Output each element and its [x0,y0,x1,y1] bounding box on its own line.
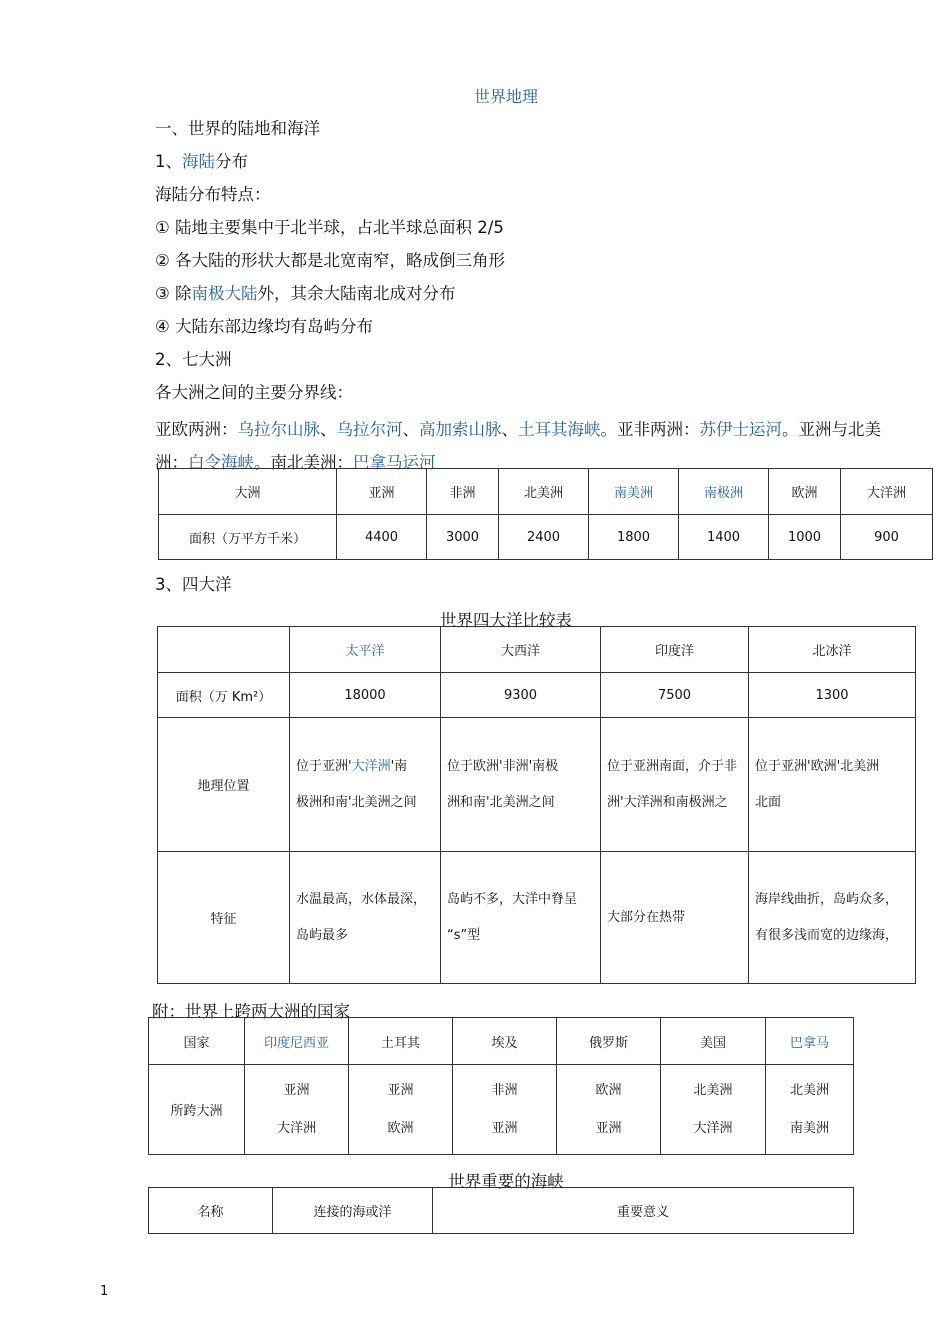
table-row [158,718,916,852]
cell-line: 位于亚洲'欧洲'北美洲 [755,758,880,774]
table-header-cell: 土耳其 [349,1018,453,1065]
table-header-cell: 连接的海或洋 [273,1188,433,1234]
page-number: 1 [100,1284,109,1299]
table-cell: 900 [841,515,933,560]
cell-line: “s”型 [447,927,481,943]
feature-text: 除 [175,284,192,303]
table-cell: 面积（万平方千米） [159,515,337,560]
cell-line [296,758,434,776]
cell-line: 水温最高，水体最深， [296,891,427,907]
subsection-number: 1、 [155,152,182,171]
boundary-text: 亚欧两洲： [155,420,238,439]
table-row-label: 特征 [158,852,290,984]
boundary-text: 、 [320,420,337,439]
feature-text: 大陆东部边缘均有岛屿分布 [175,317,374,336]
table-cell [766,1065,854,1155]
subsection-heading-1 [155,151,248,173]
table-row [149,1065,854,1155]
table-header-cell: 大洲 [159,469,337,515]
highlight-term: 白令海峡 [188,453,254,472]
boundary-text: 。亚洲与北美洲： [155,420,881,472]
table-header-cell: 国家 [149,1018,245,1065]
table-header-cell: 印度洋 [601,627,749,673]
cell-line: 洲和南'北美洲之间 [447,794,555,810]
boundary-text: 、 [501,420,518,439]
cell-line: 有很多浅而宽的边缘海， [755,927,899,943]
feature-text: 各大陆的形状大都是北宽南窄，略成倒三角形 [175,251,506,270]
highlight-term: 巴拿马运河 [353,453,436,472]
table-cell [557,1065,661,1155]
cell-line: 极洲和南'北美洲之间 [296,794,417,810]
feature-marker: ① [155,218,170,237]
continents-table [158,468,933,560]
table-header-cell: 南美洲 [589,469,679,515]
table-row [149,1018,854,1065]
table-cell [453,1065,557,1155]
table-cell: 3000 [427,515,499,560]
highlight-term: 海陆 [182,152,215,171]
highlight-term: 苏伊士运河 [699,420,782,439]
table-cell [441,852,601,984]
table-cell [290,852,441,984]
feature-item [155,217,504,239]
cell-text: '南 [390,758,408,774]
table-cell [749,718,916,852]
table-header-cell: 亚洲 [337,469,427,515]
table-row [158,852,916,984]
table-row [149,1188,854,1234]
countries-table-caption: 附：世界上跨两大洲的国家 [152,1002,350,1021]
boundary-text: 。南北美洲： [254,453,353,472]
highlight-term: 南极大陆 [191,284,258,303]
table-cell: 9300 [441,673,601,718]
section-heading: 一、世界的陆地和海洋 [155,119,320,138]
cell-line: 北美洲 [693,1082,733,1098]
table-header-cell: 大西洋 [441,627,601,673]
table-cell: 2400 [499,515,589,560]
cell-line: 位于欧洲'非洲'南极 [447,758,559,774]
highlight-term: 大洋洲 [351,758,391,774]
boundary-heading: 各大洲之间的主要分界线： [155,383,353,402]
table-header-cell: 北美洲 [499,469,589,515]
oceans-table [157,626,916,984]
table-header-cell: 非洲 [427,469,499,515]
highlight-term: 土耳其海峡 [518,420,601,439]
boundary-text: 、 [402,420,419,439]
boundary-text: 。亚非两洲： [600,420,700,439]
table-cell: 1400 [679,515,769,560]
table-row-label: 面积（万 Km²） [158,673,290,718]
feature-marker: ③ [155,284,170,303]
subsection-text: 分布 [215,152,248,171]
table-header-cell: 埃及 [453,1018,557,1065]
table-header-cell: 重要意义 [433,1188,854,1234]
table-header-cell [158,627,290,673]
cell-line: 大部分在热带 [607,909,686,925]
table-row-label: 所跨大洲 [149,1065,245,1155]
table-header-cell: 巴拿马 [766,1018,854,1065]
table-header-cell: 印度尼西亚 [245,1018,349,1065]
cell-line: 亚洲 [491,1120,518,1136]
table-cell [661,1065,766,1155]
cell-line: 亚洲 [387,1082,414,1098]
countries-table [148,1017,854,1155]
straits-table-caption: 世界重要的海峡 [448,1172,564,1191]
cell-line: 大洋洲 [693,1120,733,1136]
table-cell: 1300 [749,673,916,718]
cell-line: 岛屿不多，大洋中脊呈 [447,891,578,907]
cell-line: 南美洲 [789,1120,829,1136]
table-header-cell: 大洋洲 [841,469,933,515]
cell-line: 北面 [755,794,782,810]
table-cell: 1800 [589,515,679,560]
table-cell [245,1065,349,1155]
table-cell [601,852,749,984]
table-header-cell: 南极洲 [679,469,769,515]
table-header-cell: 名称 [149,1188,273,1234]
cell-line: 北美洲 [789,1082,829,1098]
feature-marker: ④ [155,317,170,336]
feature-text: 陆地主要集中于北半球，占北半球总面积 2/5 [175,218,504,237]
table-cell [349,1065,453,1155]
table-header-cell: 北冰洋 [749,627,916,673]
table-cell: 7500 [601,673,749,718]
subsection-heading-2: 2、七大洲 [155,350,232,369]
table-row [158,627,916,673]
table-header-cell: 太平洋 [290,627,441,673]
table-cell: 4400 [337,515,427,560]
features-heading: 海陆分布特点： [155,185,271,204]
table-row [158,673,916,718]
table-header-cell: 欧洲 [769,469,841,515]
table-row-label: 地理位置 [158,718,290,852]
cell-line: 亚洲 [283,1082,310,1098]
table-cell [749,852,916,984]
table-cell [601,718,749,852]
straits-table [148,1187,854,1234]
highlight-term: 乌拉尔河 [336,420,403,439]
feature-item [155,316,373,338]
cell-line: 岛屿最多 [296,927,349,943]
cell-line: 洲'大洋洲和南极洲之 [607,794,728,810]
feature-text: 外，其余大陆南北成对分布 [257,284,456,303]
cell-line: 非洲 [491,1082,518,1098]
highlight-term: 高加索山脉 [419,420,502,439]
table-header-cell: 俄罗斯 [557,1018,661,1065]
highlight-term: 乌拉尔山脉 [237,420,320,439]
table-row [159,469,933,515]
cell-line: 位于亚洲南面，介于非 [607,758,738,774]
feature-item [155,283,456,305]
cell-line: 欧洲 [595,1082,622,1098]
subsection-heading-3: 3、四大洋 [155,575,232,594]
table-cell [441,718,601,852]
table-cell: 18000 [290,673,441,718]
table-header-cell: 美国 [661,1018,766,1065]
cell-line: 海岸线曲折，岛屿众多， [755,891,899,907]
feature-item [155,250,505,272]
table-row [159,515,933,560]
feature-marker: ② [155,251,170,270]
cell-line: 大洋洲 [276,1120,316,1136]
page-title: 世界地理 [473,87,538,106]
table-cell [290,718,441,852]
cell-line: 亚洲 [595,1120,622,1136]
cell-text: 位于亚洲' [296,758,352,774]
oceans-table-caption: 世界四大洋比较表 [440,611,572,630]
cell-line: 欧洲 [387,1120,414,1136]
table-cell: 1000 [769,515,841,560]
